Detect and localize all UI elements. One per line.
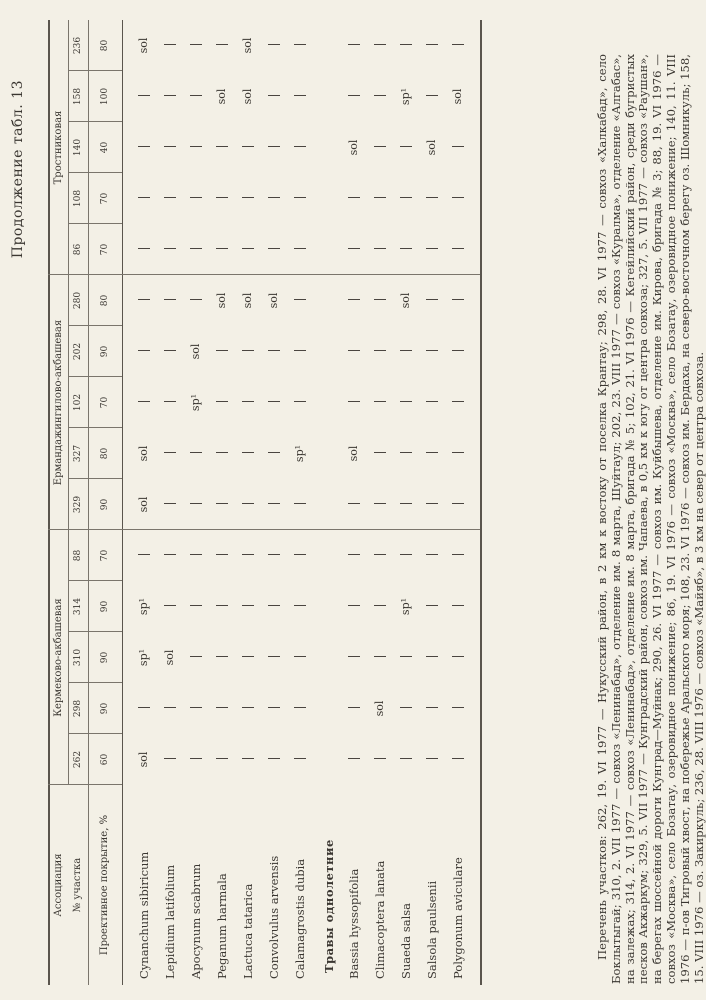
absent-mark [426,45,438,46]
absent-mark [294,147,306,148]
absent-mark [268,504,280,505]
presence-value: sol [137,37,150,54]
table-top-rule [48,20,50,985]
absent-mark [348,504,360,505]
absent-mark [190,45,202,46]
absent-mark [400,402,412,403]
absent-mark [242,453,254,454]
absent-mark [164,45,176,46]
association-label: Ассоциация [53,853,64,917]
absent-mark [400,555,412,556]
absent-mark [348,402,360,403]
presence-value: sol [399,292,412,309]
species-name: Cynanchum sibiricum [137,851,151,979]
absent-mark [242,555,254,556]
absent-mark [138,402,150,403]
presence-value: sol [347,445,360,462]
absent-mark [452,351,464,352]
plot-number: 314 [73,597,83,616]
absent-mark [294,657,306,658]
absent-mark [190,147,202,148]
absent-mark [294,606,306,607]
absent-mark [348,657,360,658]
absent-mark [374,249,386,250]
presence-value: sol [241,88,254,105]
absent-mark [190,96,202,97]
absent-mark [426,402,438,403]
absent-mark [216,759,228,760]
coverage-value: 90 [100,702,110,715]
group-label: Тростниковая [53,110,64,185]
plot-number: 140 [73,138,83,157]
absent-mark [190,657,202,658]
absent-mark [426,351,438,352]
presence-value: sol [451,88,464,105]
absent-mark [216,249,228,250]
plot-row-line [88,20,89,985]
absent-mark [348,351,360,352]
group-label: Ермандажингилово-акбашевая [53,319,64,486]
absent-mark [164,606,176,607]
absent-mark [400,351,412,352]
absent-mark [216,657,228,658]
group-row-line [68,20,69,785]
absent-mark [426,453,438,454]
presence-value: sp¹ [399,597,412,616]
absent-mark [190,453,202,454]
absent-mark [164,300,176,301]
absent-mark [426,504,438,505]
absent-mark [190,300,202,301]
absent-mark [268,453,280,454]
absent-mark [374,96,386,97]
absent-mark [452,657,464,658]
absent-mark [216,147,228,148]
absent-mark [216,555,228,556]
absent-mark [138,96,150,97]
absent-mark [426,555,438,556]
absent-mark [138,555,150,556]
absent-mark [190,606,202,607]
absent-mark [348,198,360,199]
absent-mark [242,351,254,352]
plot-number: 327 [73,444,83,463]
absent-mark [294,759,306,760]
absent-mark [242,147,254,148]
species-name: Suaeda salsa [399,902,413,979]
absent-mark [400,453,412,454]
plot-number: 236 [73,36,83,55]
absent-mark [164,453,176,454]
absent-mark [426,759,438,760]
absent-mark [268,351,280,352]
coverage-value: 80 [100,447,110,460]
absent-mark [268,657,280,658]
absent-mark [374,504,386,505]
species-name: Lepidium latifolium [163,864,177,979]
species-name: Lactuca tatarica [241,883,255,979]
absent-mark [452,453,464,454]
plot-number: 102 [73,393,83,412]
absent-mark [374,351,386,352]
coverage-value: 90 [100,600,110,613]
absent-mark [452,198,464,199]
presence-value: sol [241,37,254,54]
presence-value: sol [137,751,150,768]
coverage-value: 90 [100,345,110,358]
absent-mark [374,657,386,658]
absent-mark [294,555,306,556]
coverage-value: 70 [100,243,110,256]
absent-mark [374,198,386,199]
absent-mark [400,198,412,199]
absent-mark [348,606,360,607]
absent-mark [294,198,306,199]
absent-mark [242,657,254,658]
plot-number: 298 [73,699,83,718]
absent-mark [294,708,306,709]
absent-mark [348,555,360,556]
absent-mark [452,504,464,505]
plot-number: 202 [73,342,83,361]
header-bottom-rule [122,20,123,985]
absent-mark [452,555,464,556]
coverage-value: 90 [100,651,110,664]
absent-mark [348,708,360,709]
absent-mark [374,606,386,607]
absent-mark [164,708,176,709]
species-name: Polygonum aviculare [451,857,465,979]
absent-mark [164,555,176,556]
absent-mark [268,249,280,250]
absent-mark [426,249,438,250]
absent-mark [400,147,412,148]
absent-mark [400,45,412,46]
plot-number: 262 [73,750,83,769]
absent-mark [426,300,438,301]
absent-mark [216,402,228,403]
presence-value: sol [241,292,254,309]
absent-mark [452,249,464,250]
species-name: Apocynum scabrum [189,863,203,979]
absent-mark [374,147,386,148]
absent-mark [242,708,254,709]
absent-mark [426,708,438,709]
absent-mark [294,300,306,301]
absent-mark [452,45,464,46]
absent-mark [164,249,176,250]
coverage-value: 80 [100,39,110,52]
species-name: Convolvulus arvensis [267,855,281,979]
presence-value: sp¹ [293,444,306,463]
group-divider [48,274,480,275]
coverage-value: 70 [100,192,110,205]
absent-mark [400,249,412,250]
absent-mark [348,249,360,250]
plot-number: 88 [73,549,83,562]
absent-mark [294,402,306,403]
absent-mark [426,198,438,199]
absent-mark [268,555,280,556]
presence-value: sol [189,343,202,360]
absent-mark [452,708,464,709]
group-label: Кермеково-акбашевая [53,598,64,717]
absent-mark [216,708,228,709]
presence-value: sol [215,88,228,105]
absent-mark [268,45,280,46]
plot-number: 108 [73,189,83,208]
absent-mark [138,351,150,352]
absent-mark [400,708,412,709]
presence-value: sp¹ [189,393,202,412]
absent-mark [164,402,176,403]
absent-mark [374,402,386,403]
absent-mark [242,759,254,760]
absent-mark [452,402,464,403]
presence-value: sp¹ [137,648,150,667]
absent-mark [294,504,306,505]
presence-value: sol [215,292,228,309]
absent-mark [348,96,360,97]
absent-mark [374,45,386,46]
presence-value: sp¹ [399,87,412,106]
species-name: Bassia hyssopifolia [347,868,361,979]
absent-mark [294,96,306,97]
section-heading: Травы однолетние [322,839,336,973]
coverage-value: 100 [100,87,110,106]
plot-number: 86 [73,243,83,256]
absent-mark [164,759,176,760]
absent-mark [164,96,176,97]
absent-mark [164,504,176,505]
species-name: Calamagrostis dubia [293,858,307,979]
presence-value: sol [425,139,438,156]
group-divider [48,529,480,530]
absent-mark [138,300,150,301]
absent-mark [294,45,306,46]
absent-mark [348,759,360,760]
presence-value: sol [163,649,176,666]
presence-value: sol [137,496,150,513]
absent-mark [268,147,280,148]
absent-mark [190,249,202,250]
absent-mark [452,606,464,607]
absent-mark [164,351,176,352]
presence-value: sp¹ [137,597,150,616]
absent-mark [294,249,306,250]
absent-mark [190,759,202,760]
table-bottom-rule [480,20,482,985]
absent-mark [348,300,360,301]
absent-mark [374,300,386,301]
coverage-value: 40 [100,141,110,154]
absent-mark [268,606,280,607]
absent-mark [400,504,412,505]
absent-mark [348,45,360,46]
absent-mark [138,249,150,250]
absent-mark [268,759,280,760]
coverage-value: 70 [100,549,110,562]
absent-mark [374,759,386,760]
absent-mark [452,300,464,301]
absent-mark [216,198,228,199]
absent-mark [268,96,280,97]
absent-mark [216,504,228,505]
absent-mark [190,555,202,556]
absent-mark [164,147,176,148]
species-name: Climacoptera lanata [373,860,387,979]
coverage-value: 90 [100,498,110,511]
absent-mark [268,402,280,403]
absent-mark [242,606,254,607]
absent-mark [190,708,202,709]
absent-mark [400,657,412,658]
absent-mark [242,198,254,199]
absent-mark [216,351,228,352]
coverage-value: 80 [100,294,110,307]
absent-mark [452,147,464,148]
species-name: Salsola paulsenii [425,880,439,979]
absent-mark [426,606,438,607]
plot-number: 158 [73,87,83,106]
absent-mark [138,147,150,148]
coverage-label: Проективное покрытие, % [99,814,110,956]
presence-value: sol [347,139,360,156]
absent-mark [190,504,202,505]
absent-mark [268,198,280,199]
absent-mark [452,759,464,760]
absent-mark [374,555,386,556]
absent-mark [190,198,202,199]
plot-number: 310 [73,648,83,667]
absent-mark [426,657,438,658]
absent-mark [164,198,176,199]
absent-mark [268,708,280,709]
presence-value: sol [267,292,280,309]
plot-list-notes [596,54,706,984]
table-continuation-label: Продолжение табл. 13 [10,80,26,259]
absent-mark [242,504,254,505]
presence-value: sol [137,445,150,462]
species-name: Peganum harmala [215,873,229,979]
notes-paragraph: Перечень участков: 262, 19. VI 1977 — Нукусский район, в 2 км к востоку от поселка Крантау; 298, 28. VI 1977 — совхоз «Халкабад», село Боклытыгай; 310, 2. VII 1977 — совхоз «Ленинабад», отделение им. 8 марта, Шуйтаул; 202, 23. VIII 1977 — совхоз «Куралма», отделение «Алгабас», на залежах; 314, 2. VI 1977 — совхоз «Ленинабад», отделение им. 8 марта, бригада № 5; 102, 21. VI 1976 — Кегейлийский район, среди бугристых песков Акжаркум; 329, 5. VII 1977 — Кунградский район, совхоз им. Чапаева, в 0,5 км к югу от центра совхоза; 327, 5. VII 1977 — совхоз «Раушан», на берегах шоссейной дороги Кунград—Муйнак; 290, 26. VI 1977 — совхоз им. Куйбышева, отделение им. Кирова, бригада № 3; 88, 19. VI 1976 — совхоз «Москва», село Бозатау, озеровидное понижение; 86, 19. VI 1976 — совхоз «Москва», село Бозатау, озеровидное понижение; 140, 11. VIII 1976 — п-ов Тигровый хвост, на побережье Аральского моря; 108, 23. VI 1976 — совхоз им. Бердаха, на северо-восточном берегу оз. Шомникуль; 158, 15. VIII 1976 — оз. Закиркуль; 236, 28. VIII 1976 — совхоз «Майяб», в 3 км на север от центра совхоза. [595,54,706,984]
coverage-value: 70 [100,396,110,409]
absent-mark [216,45,228,46]
plot-number: 280 [73,291,83,310]
presence-value: sol [373,700,386,717]
coverage-value: 60 [100,753,110,766]
absent-mark [400,759,412,760]
absent-mark [426,96,438,97]
absent-mark [216,453,228,454]
absent-mark [216,606,228,607]
absent-mark [242,402,254,403]
plot-no-label: № участка [72,857,83,913]
absent-mark [138,198,150,199]
absent-mark [294,351,306,352]
plot-number: 329 [73,495,83,514]
absent-mark [138,708,150,709]
absent-mark [374,453,386,454]
absent-mark [242,249,254,250]
